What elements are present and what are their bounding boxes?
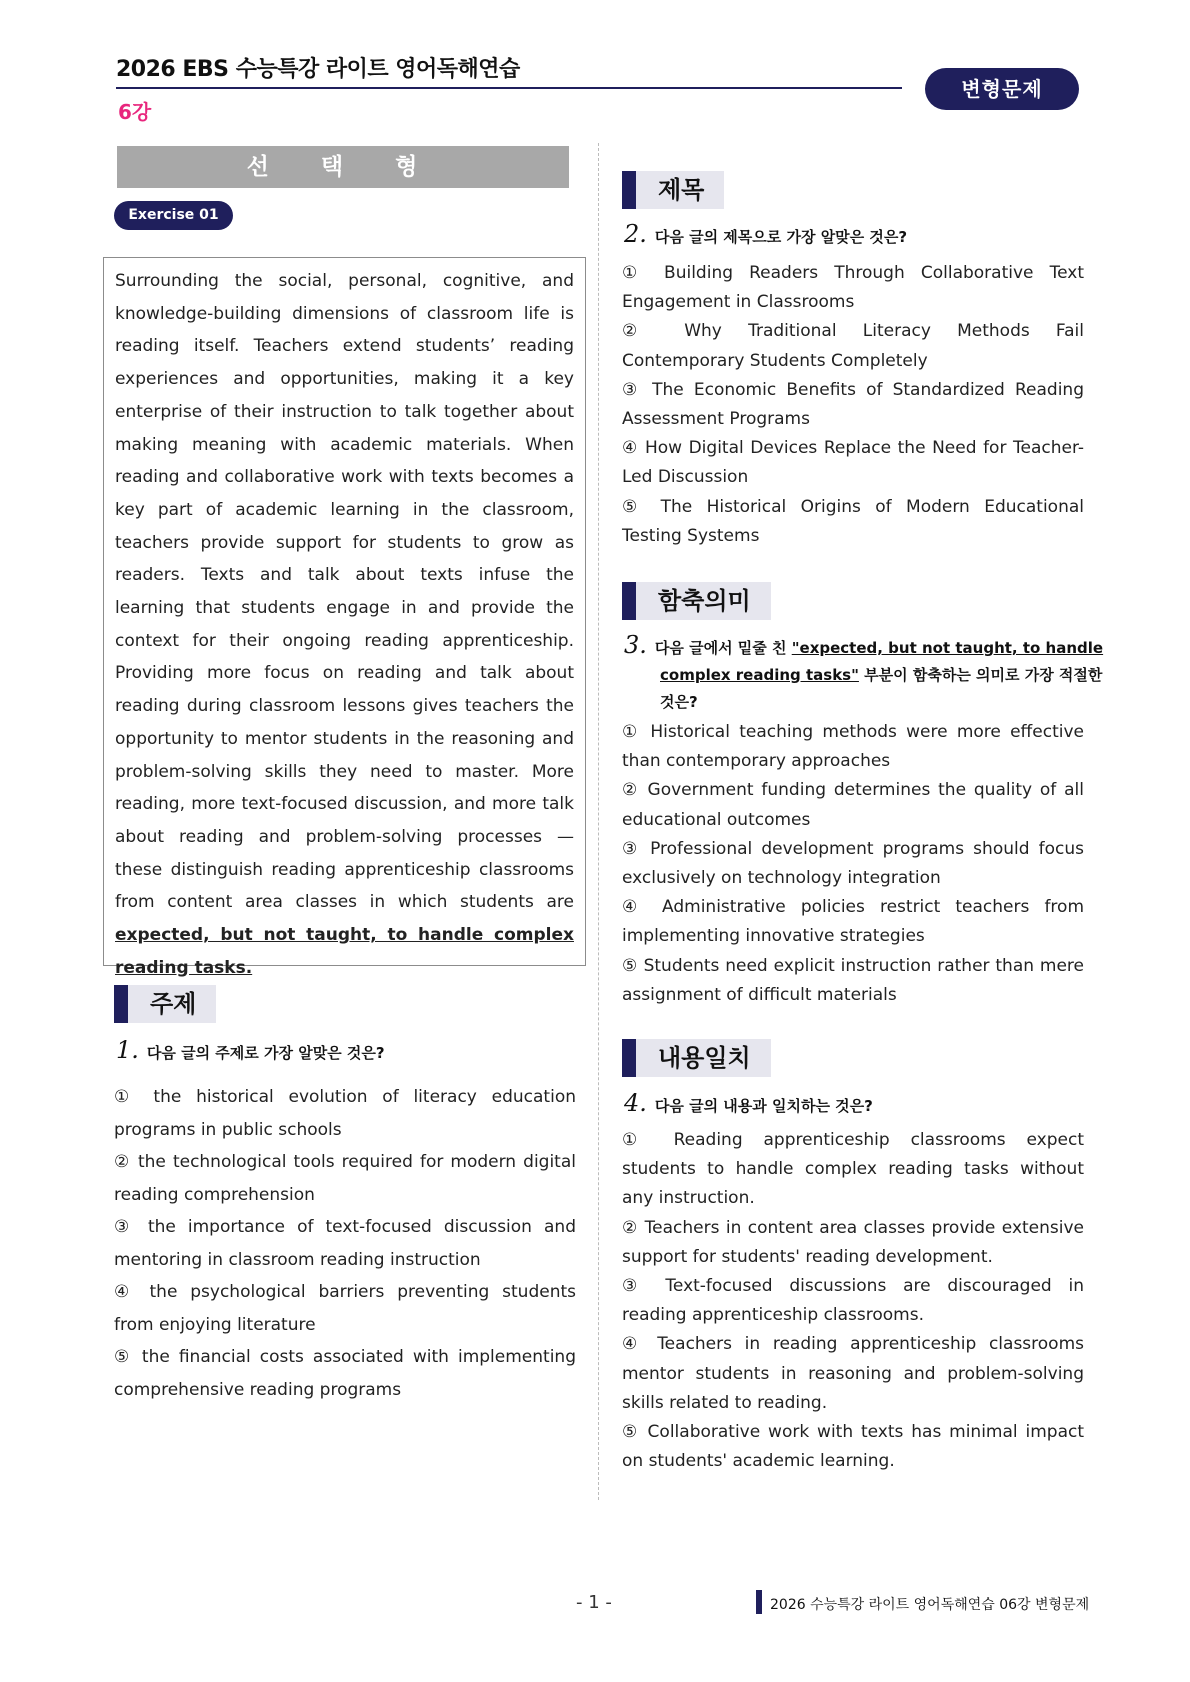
header-divider <box>116 87 902 89</box>
option-4-1[interactable]: ① Reading apprenticeship classrooms expect students to handle complex reading tasks without any instruction. <box>622 1130 1084 1209</box>
lesson-number: 6강 <box>118 100 152 124</box>
option-3-3[interactable]: ③ Professional development programs should focus exclusively on technology integration <box>622 838 1084 889</box>
question-4 <box>624 1089 1094 1117</box>
selection-banner: 선 택 형 <box>117 146 569 188</box>
option-2-5[interactable]: ⑤ The Historical Origins of Modern Educational Testing Systems <box>622 496 1084 546</box>
exercise-label: Exercise 01 <box>114 201 233 230</box>
question-3-text-pre: 다음 글에서 밑줄 친 <box>654 639 792 657</box>
footer-title: 2026 수능특강 라이트 영어독해연습 06강 변형문제 <box>770 1597 1090 1613</box>
passage-text <box>115 265 574 984</box>
question-1 <box>116 1036 586 1064</box>
option-2-4[interactable]: ④ How Digital Devices Replace the Need for Teacher-Led Discussion <box>622 438 1084 488</box>
option-2-3[interactable]: ③ The Economic Benefits of Standardized Reading Assessment Programs <box>622 379 1084 430</box>
option-1-5[interactable]: ⑤ the financial costs associated with implementing comprehensive reading programs <box>114 1347 576 1400</box>
question-3-text-post: 부분이 함축하는 의미로 가장 적절한 것은? <box>660 666 1103 711</box>
question-2-text: 다음 글의 제목으로 가장 알맞은 것은? <box>654 228 908 246</box>
passage-body: Surrounding the social, personal, cognitive, and knowledge-building dimensions of classroom life is reading itself. Teachers extend students’ reading experiences and opportunities, making it a key enterprise of their instruction to talk together about making meaning with academic materials. When reading and collaborative work with texts becomes a key part of academic learning in the classroom, teachers provide support for students to grow as readers. Texts and talk about texts infuse the learning that students engage in and provide the context for their ongoing reading apprenticeship. Providing more focus on reading and talk about reading during classroom lessons gives teachers the opportunity to mentor students in the reasoning and problem-solving skills they need to master. More reading, more text-focused discussion, and more talk about reading and problem-solving processes — these distinguish reading apprenticeship classrooms from content area classes in which students are <box>115 271 574 913</box>
section-content-label: 내용일치 <box>636 1039 771 1077</box>
option-2-2[interactable]: ② Why Traditional Literacy Methods Fail Contemporary Students Completely <box>622 321 1084 371</box>
option-1-3[interactable]: ③ the importance of text-focused discussion and mentoring in classroom reading instruction <box>114 1217 576 1270</box>
page-number: - 1 - <box>576 1592 612 1613</box>
question-3 <box>624 632 1122 716</box>
passage-underlined-phrase: expected, but not taught, to handle complex reading tasks. <box>115 925 574 978</box>
question-3-quote: "expected, but not taught, to handle complex reading tasks" <box>660 639 1104 684</box>
option-4-2[interactable]: ② Teachers in content area classes provide extensive support for students' reading development. <box>622 1217 1084 1267</box>
option-4-3[interactable]: ③ Text-focused discussions are discouraged in reading apprenticeship classrooms. <box>622 1276 1084 1326</box>
question-2-options <box>622 259 1084 551</box>
option-4-4[interactable]: ④ Teachers in reading apprenticeship classrooms mentor students in reasoning and problem-solving skills related to reading. <box>622 1334 1084 1413</box>
question-4-number: 4. <box>624 1089 647 1117</box>
question-1-text: 다음 글의 주제로 가장 알맞은 것은? <box>146 1044 385 1062</box>
question-4-text: 다음 글의 내용과 일치하는 것은? <box>654 1097 873 1115</box>
option-3-2[interactable]: ② Government funding determines the quality of all educational outcomes <box>622 780 1084 830</box>
option-3-4[interactable]: ④ Administrative policies restrict teachers from implementing innovative strategies <box>622 897 1084 947</box>
question-1-number: 1. <box>116 1036 139 1064</box>
reading-passage <box>103 257 586 978</box>
option-1-4[interactable]: ④ the psychological barriers preventing students from enjoying literature <box>114 1282 576 1335</box>
question-3-options <box>622 718 1084 1010</box>
option-1-1[interactable]: ① the historical evolution of literacy education programs in public schools <box>114 1087 576 1140</box>
question-2-number: 2. <box>624 220 647 248</box>
section-topic-label: 주제 <box>128 985 216 1023</box>
variant-badge: 변형문제 <box>925 68 1079 110</box>
question-4-options <box>622 1126 1084 1476</box>
option-1-2[interactable]: ② the technological tools required for modern digital reading comprehension <box>114 1152 576 1205</box>
section-implication-label: 함축의미 <box>636 582 771 620</box>
option-3-5[interactable]: ⑤ Students need explicit instruction rather than mere assignment of difficult materials <box>622 955 1084 1005</box>
document-title: 2026 EBS 수능특강 라이트 영어독해연습 <box>116 57 520 82</box>
section-title-label: 제목 <box>636 171 724 209</box>
column-divider <box>598 143 599 1500</box>
option-2-1[interactable]: ① Building Readers Through Collaborative Text Engagement in Classrooms <box>622 263 1084 313</box>
question-3-number: 3. <box>624 631 647 659</box>
question-2 <box>624 220 1094 248</box>
option-4-5[interactable]: ⑤ Collaborative work with texts has minimal impact on students' academic learning. <box>622 1422 1084 1472</box>
question-1-options <box>114 1081 576 1406</box>
option-3-1[interactable]: ① Historical teaching methods were more effective than contemporary approaches <box>622 722 1084 772</box>
footer-accent-bar <box>756 1590 762 1614</box>
